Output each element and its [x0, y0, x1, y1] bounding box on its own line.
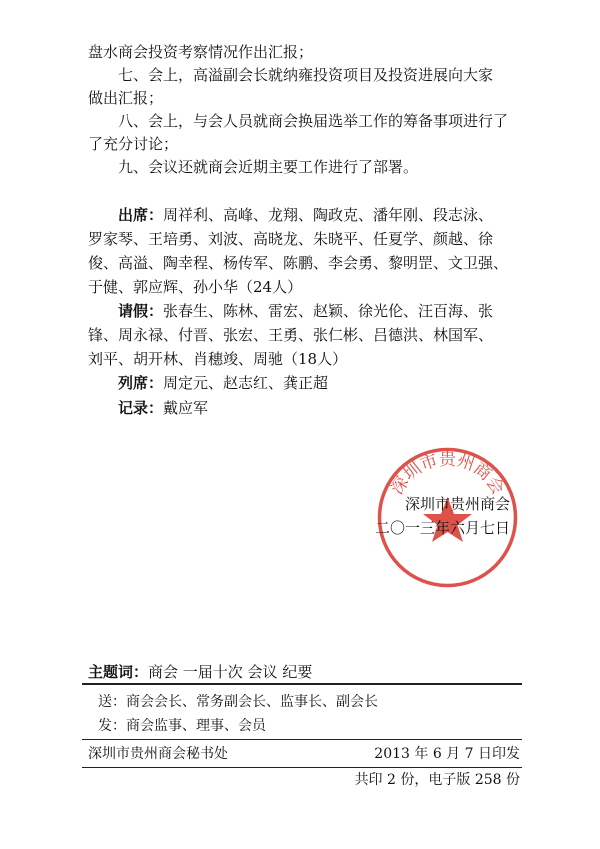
footer-divider: [82, 739, 522, 740]
footer-divider: [82, 683, 522, 685]
observers-label: 列席：: [118, 374, 164, 392]
issue-label: 发：: [98, 718, 126, 734]
paragraph-line: 七、会上，高溢副会长就纳雍投资项目及投资进展向大家: [118, 66, 494, 84]
present-first-line: [118, 205, 493, 225]
paragraph-line: 盘水商会投资考察情况作出汇报；: [88, 43, 314, 61]
recorder-line: [118, 398, 208, 418]
issue-recipients: 商会监事、理事、会员: [126, 718, 266, 734]
present-names-line: 俊、高溢、陶幸程、杨传军、陈鹏、李会勇、黎明罡、文卫强、: [88, 254, 509, 272]
subject-keywords: 商会 一届十次 会议 纪要: [148, 663, 313, 681]
paragraph-line: 八、会上，与会人员就商会换届选举工作的筹备事项进行了: [118, 112, 509, 130]
send-line: [98, 692, 378, 712]
leave-label: 请假：: [118, 302, 164, 320]
signature-date: 二〇一三年六月七日: [374, 519, 510, 537]
leave-names: 张春生、陈林、雷宏、赵颖、徐光伦、汪百海、张: [163, 302, 494, 320]
leave-names-line: 锋、周永禄、付晋、张宏、王勇、张仁彬、吕德洪、林国军、: [88, 326, 494, 344]
issuer: 深圳市贵州商会秘书处: [88, 746, 228, 762]
send-label: 送：: [98, 694, 126, 710]
footer-divider: [82, 767, 522, 768]
svg-text:深圳市贵州商会: [387, 450, 507, 498]
leave-first-line: [118, 301, 493, 321]
leave-names-line: 刘平、胡开林、肖穗竣、周驰（18人）: [88, 350, 348, 368]
paragraph-line: 做出汇报；: [88, 89, 164, 107]
recorder-label: 记录：: [118, 399, 164, 417]
signature-org: 深圳市贵州商会: [404, 495, 510, 513]
observers-line: [118, 373, 328, 393]
subject-label: 主题词：: [88, 663, 149, 681]
issue-line: [98, 716, 266, 736]
seal-text: 深圳市贵州商会: [387, 449, 508, 499]
observers-names: 周定元、赵志红、龚正超: [163, 374, 329, 392]
present-label: 出席：: [118, 206, 164, 224]
print-date: 2013 年 6 月 7 日印发: [374, 746, 520, 762]
send-recipients: 商会会长、常务副会长、监事长、副会长: [126, 694, 378, 710]
paragraph-line: 九、会议还就商会近期主要工作进行了部署。: [118, 158, 419, 176]
copies-count: 共印 2 份，电子版 258 份: [354, 772, 520, 788]
present-names-line: 于健、郭应辉、孙小华（24人）: [88, 278, 303, 296]
subject-line: [88, 662, 312, 682]
present-names: 周祥利、高峰、龙翔、陶政克、潘年刚、段志泳、: [163, 206, 494, 224]
recorder-name: 戴应军: [163, 399, 209, 417]
paragraph-line: 了充分讨论；: [88, 135, 179, 153]
present-names-line: 罗家琴、王培勇、刘波、高晓龙、朱晓平、任夏学、颜越、徐: [88, 230, 494, 248]
